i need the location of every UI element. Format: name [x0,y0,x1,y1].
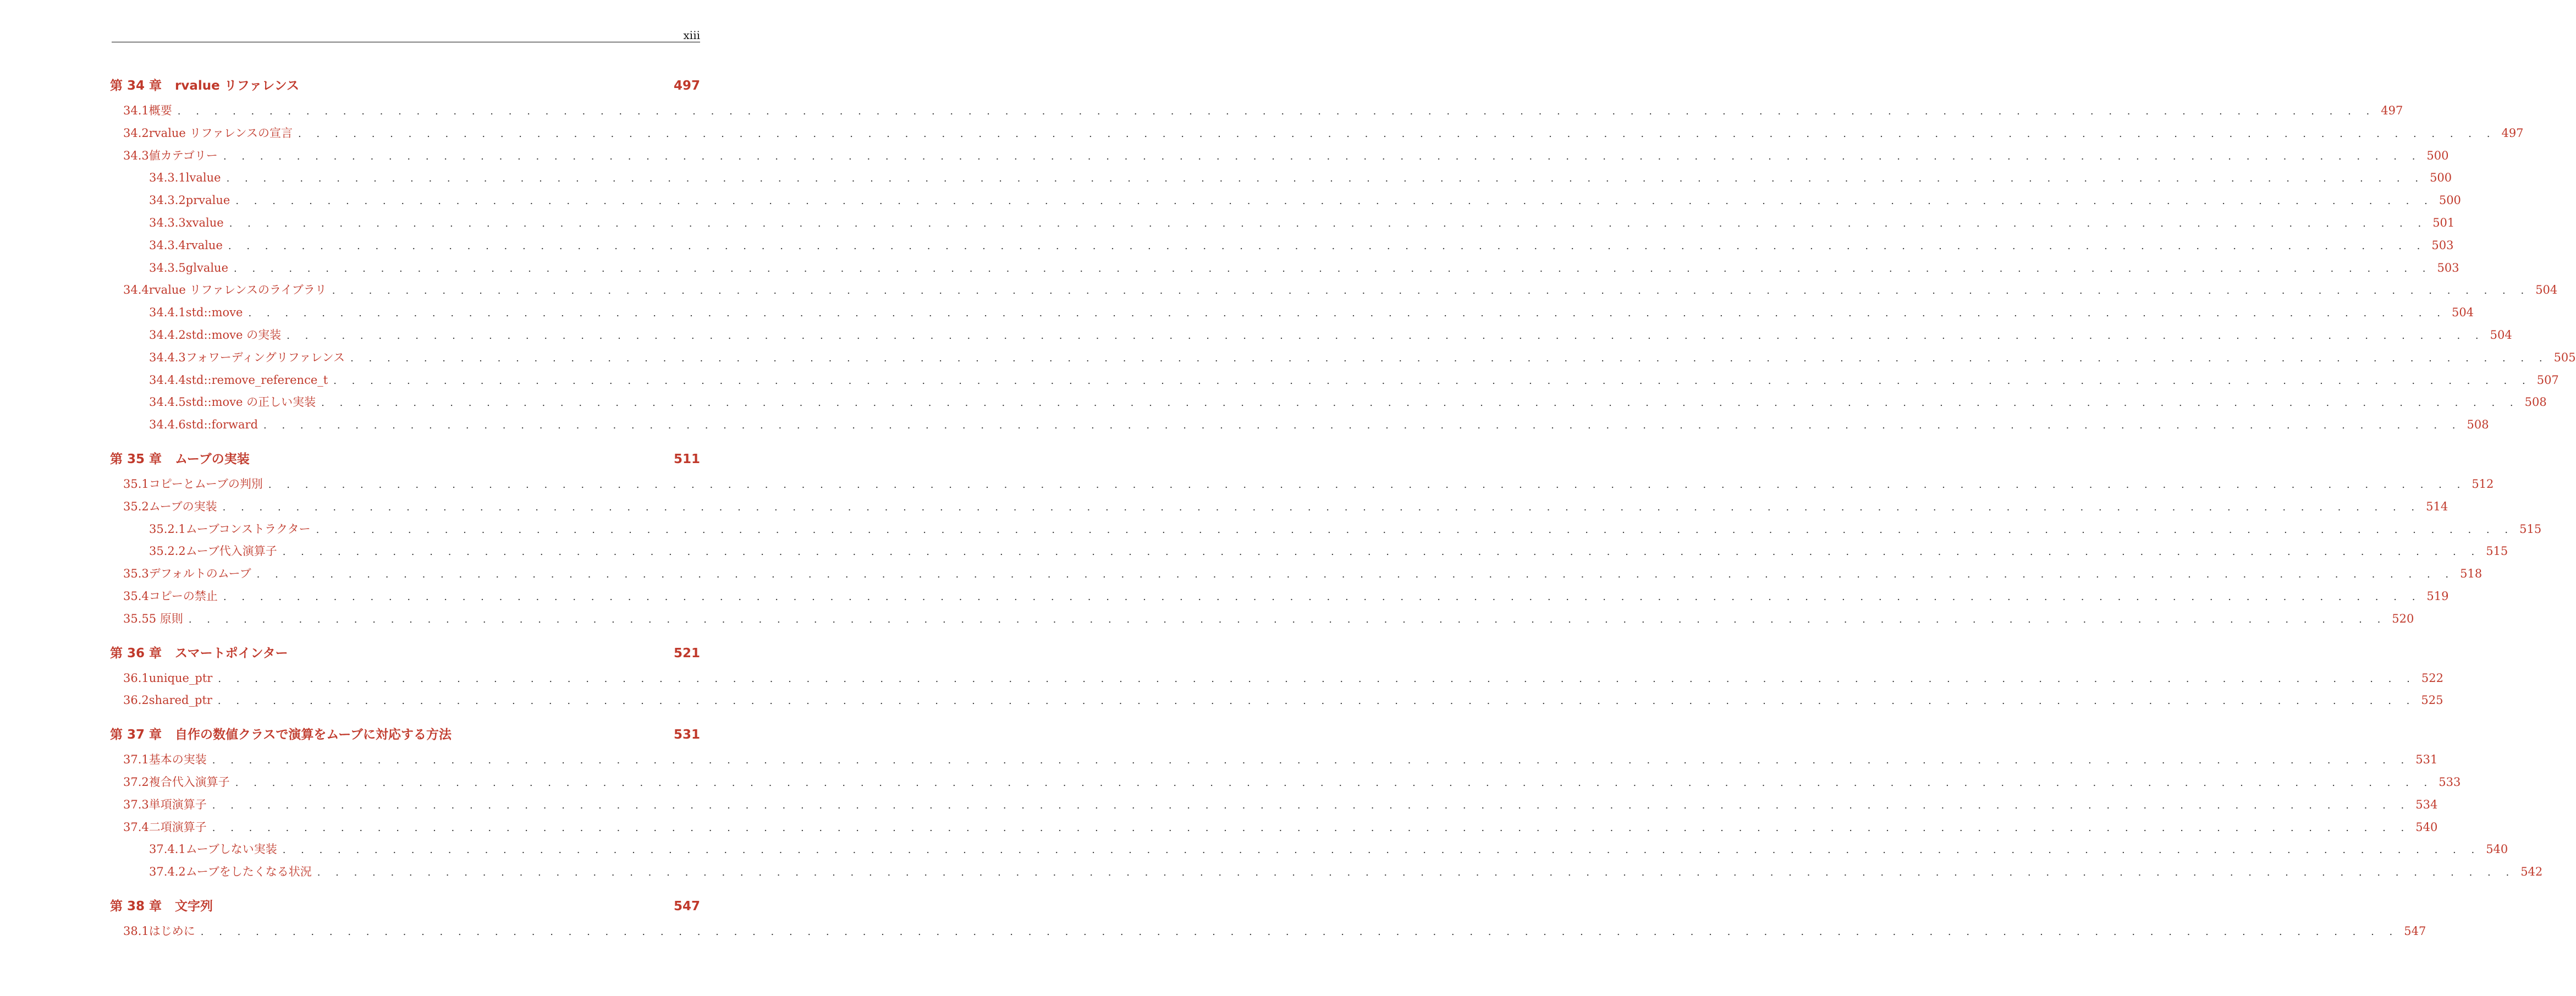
section-number: 35.1 [123,477,149,491]
dot-leader: . . . . . . . . . . . . . . . . . . . . . . . . . . . . . . . . . . . . . . . . . . . . . . . . . . . . . . . . . . . . . . . . . . . . . . . . . . . . . . . . . . . . . . . . . . . . . . . . . . . . . . . . . . . . . . . . . . . . . . . . [235,777,2434,789]
dot-leader: . . . . . . . . . . . . . . . . . . . . . . . . . . . . . . . . . . . . . . . . . . . . . . . . . . . . . . . . . . . . . . . . . . . . . . . . . . . . . . . . . . . . . . . . . . . . . . . . . . . . . . . . . . . . . . . . . . . . . . . . [256,569,2455,581]
chapter-title: rvalue リファレンス [175,79,300,93]
section-page: 540 [2415,820,2438,834]
section-number: 35.4 [123,589,149,603]
section-number: 35.3 [123,567,149,581]
section-title: デフォルトのムーブ [148,567,251,581]
section-title: std::forward [185,418,258,432]
section-title: shared_ptr [148,694,212,707]
section-page: 504 [2490,328,2512,342]
chapter-number: 第 37 章 [110,728,162,742]
toc-section[interactable] [110,608,2414,630]
section-page: 503 [2431,238,2454,252]
dot-leader: . . . . . . . . . . . . . . . . . . . . . . . . . . . . . . . . . . . . . . . . . . . . . . . . . . . . . . . . . . . . . . . . . . . . . . . . . . . . . . . . . . . . . . . . . . . . . . . . . . . . . . . . . . . . . . . . . . . . . . . . [268,478,2467,491]
section-number: 34.3.2 [149,194,186,207]
section-title: 複合代入演算子 [148,775,230,789]
section-title: 二項演算子 [148,820,207,834]
toc-subsection[interactable] [110,212,2455,234]
dot-leader: . . . . . . . . . . . . . . . . . . . . . . . . . . . . . . . . . . . . . . . . . . . . . . . . . . . . . . . . . . . . . . . . . . . . . . . . . . . . . . . . . . . . . . . . . . . . . . . . . . . . . . . . . . . . . . . . . . . . . . . . [226,173,2425,185]
dot-leader: . . . . . . . . . . . . . . . . . . . . . . . . . . . . . . . . . . . . . . . . . . . . . . . . . . . . . . . . . . . . . . . . . . . . . . . . . . . . . . . . . . . . . . . . . . . . . . . . . . . . . . . . . . . . . . . . . . . . . . . . [217,695,2416,707]
section-title: rvalue リファレンスのライブラリ [148,283,327,297]
toc-section[interactable] [110,496,2448,518]
dot-leader: . . . . . . . . . . . . . . . . . . . . . . . . . . . . . . . . . . . . . . . . . . . . . . . . . . . . . . . . . . . . . . . . . . . . . . . . . . . . . . . . . . . . . . . . . . . . . . . . . . . . . . . . . . . . . . . . . . . . . . . . [263,420,2462,432]
toc-section[interactable] [110,122,2524,145]
section-title: ムーブしない実装 [185,843,277,856]
section-number: 34.3.1 [149,171,186,185]
toc-section[interactable] [110,689,2443,712]
toc-subsection[interactable] [110,861,2543,883]
toc-section[interactable] [110,816,2438,839]
section-page: 518 [2460,567,2483,581]
section-page: 522 [2421,671,2443,685]
section-page: 504 [2451,306,2474,320]
section-number: 37.2 [123,775,149,789]
chapter-title: ムーブの実装 [175,452,250,466]
toc-chapter[interactable] [110,450,700,468]
toc-section[interactable] [110,473,2494,496]
section-page: 500 [2426,148,2449,162]
toc-subsection[interactable] [110,391,2547,414]
chapter-title: 文字列 [175,899,213,914]
dot-leader: . . . . . . . . . . . . . . . . . . . . . . . . . . . . . . . . . . . . . . . . . . . . . . . . . . . . . . . . . . . . . . . . . . . . . . . . . . . . . . . . . . . . . . . . . . . . . . . . . . . . . . . . . . . . . . . . . . . . . . . . [332,285,2530,297]
section-title: フォワーディングリファレンス [185,350,345,364]
section-page: 533 [2439,775,2461,789]
dot-leader: . . . . . . . . . . . . . . . . . . . . . . . . . . . . . . . . . . . . . . . . . . . . . . . . . . . . . . . . . . . . . . . . . . . . . . . . . . . . . . . . . . . . . . . . . . . . . . . . . . . . . . . . . . . . . . . . . . . . . . . . [248,307,2446,320]
section-page: 525 [2421,694,2443,707]
section-title: 基本の実装 [148,753,207,767]
section-number: 34.4.2 [149,328,186,342]
section-page: 507 [2536,373,2559,387]
section-page: 504 [2535,283,2558,297]
toc-chapter[interactable] [110,726,700,744]
dot-leader: . . . . . . . . . . . . . . . . . . . . . . . . . . . . . . . . . . . . . . . . . . . . . . . . . . . . . . . . . . . . . . . . . . . . . . . . . . . . . . . . . . . . . . . . . . . . . . . . . . . . . . . . . . . . . . . . . . . . . . . . [282,546,2481,558]
chapter-title: 自作の数値クラスで演算をムーブに対応する方法 [175,728,452,742]
dot-leader: . . . . . . . . . . . . . . . . . . . . . . . . . . . . . . . . . . . . . . . . . . . . . . . . . . . . . . . . . . . . . . . . . . . . . . . . . . . . . . . . . . . . . . . . . . . . . . . . . . . . . . . . . . . . . . . . . . . . . . . . [188,613,2387,625]
section-number: 34.4 [123,283,149,297]
section-page: 515 [2486,544,2508,558]
toc-section[interactable] [110,771,2461,794]
toc-section[interactable] [110,920,2426,943]
dot-leader: . . . . . . . . . . . . . . . . . . . . . . . . . . . . . . . . . . . . . . . . . . . . . . . . . . . . . . . . . . . . . . . . . . . . . . . . . . . . . . . . . . . . . . . . . . . . . . . . . . . . . . . . . . . . . . . . . . . . . . . . [350,352,2549,364]
section-title: prvalue [185,194,230,207]
dot-leader: . . . . . . . . . . . . . . . . . . . . . . . . . . . . . . . . . . . . . . . . . . . . . . . . . . . . . . . . . . . . . . . . . . . . . . . . . . . . . . . . . . . . . . . . . . . . . . . . . . . . . . . . . . . . . . . . . . . . . . . . [218,673,2416,685]
page-number: xiii [683,29,700,42]
section-page: 497 [2501,126,2524,140]
dot-leader: . . . . . . . . . . . . . . . . . . . . . . . . . . . . . . . . . . . . . . . . . . . . . . . . . . . . . . . . . . . . . . . . . . . . . . . . . . . . . . . . . . . . . . . . . . . . . . . . . . . . . . . . . . . . . . . . . . . . . . . . [223,150,2421,162]
section-number: 37.4 [123,820,149,834]
section-title: glvalue [185,261,229,274]
section-number: 37.3 [123,797,149,811]
section-page: 500 [2430,171,2452,185]
section-number: 34.1 [123,104,149,117]
toc-subsection[interactable] [110,257,2459,279]
section-number: 35.5 [123,612,149,625]
dot-leader: . . . . . . . . . . . . . . . . . . . . . . . . . . . . . . . . . . . . . . . . . . . . . . . . . . . . . . . . . . . . . . . . . . . . . . . . . . . . . . . . . . . . . . . . . . . . . . . . . . . . . . . . . . . . . . . . . . . . . . . . [212,755,2410,767]
section-title: コピーとムーブの判別 [148,477,263,491]
section-number: 34.2 [123,126,149,140]
section-title: std::remove_reference_t [185,373,328,387]
toc-section[interactable] [110,794,2438,816]
section-number: 34.3 [123,148,149,162]
section-page: 515 [2519,522,2542,536]
toc-section[interactable] [110,585,2449,608]
section-page: 501 [2432,216,2455,229]
toc-section[interactable] [110,145,2449,167]
chapter-number: 第 34 章 [110,79,162,93]
toc-section[interactable] [110,279,2558,301]
section-number: 35.2.2 [149,544,186,558]
dot-leader: . . . . . . . . . . . . . . . . . . . . . . . . . . . . . . . . . . . . . . . . . . . . . . . . . . . . . . . . . . . . . . . . . . . . . . . . . . . . . . . . . . . . . . . . . . . . . . . . . . . . . . . . . . . . . . . . . . . . . . . . [234,262,2432,274]
chapter-page: 521 [673,646,700,661]
section-page: 508 [2467,418,2489,432]
section-title: 値カテゴリー [148,148,218,162]
dot-leader: . . . . . . . . . . . . . . . . . . . . . . . . . . . . . . . . . . . . . . . . . . . . . . . . . . . . . . . . . . . . . . . . . . . . . . . . . . . . . . . . . . . . . . . . . . . . . . . . . . . . . . . . . . . . . . . . . . . . . . . . [177,106,2376,117]
dot-leader: . . . . . . . . . . . . . . . . . . . . . . . . . . . . . . . . . . . . . . . . . . . . . . . . . . . . . . . . . . . . . . . . . . . . . . . . . . . . . . . . . . . . . . . . . . . . . . . . . . . . . . . . . . . . . . . . . . . . . . . . [212,822,2410,834]
section-title: ムーブをしたくなる状況 [185,865,312,879]
section-title: rvalue [185,238,223,252]
section-page: 514 [2426,499,2448,513]
chapter-page: 547 [673,899,700,914]
dot-leader: . . . . . . . . . . . . . . . . . . . . . . . . . . . . . . . . . . . . . . . . . . . . . . . . . . . . . . . . . . . . . . . . . . . . . . . . . . . . . . . . . . . . . . . . . . . . . . . . . . . . . . . . . . . . . . . . . . . . . . . . [228,240,2426,252]
section-number: 34.3.5 [149,261,186,274]
section-page: 531 [2415,753,2438,767]
section-title: 5 原則 [148,612,183,625]
chapter-page: 497 [673,79,700,93]
section-page: 497 [2381,104,2403,117]
section-page: 508 [2524,395,2547,409]
section-page: 540 [2486,843,2508,856]
toc-subsection[interactable] [110,540,2508,563]
chapter-title: スマートポインター [175,646,288,661]
section-page: 542 [2520,865,2543,879]
toc-section[interactable] [110,100,2403,122]
section-page: 534 [2415,797,2438,811]
toc-subsection[interactable] [110,369,2559,392]
section-title: std::move の実装 [185,328,282,342]
section-title: xvalue [185,216,224,229]
section-title: unique_ptr [148,671,213,685]
section-page: 503 [2437,261,2459,274]
section-page: 500 [2439,194,2461,207]
dot-leader: . . . . . . . . . . . . . . . . . . . . . . . . . . . . . . . . . . . . . . . . . . . . . . . . . . . . . . . . . . . . . . . . . . . . . . . . . . . . . . . . . . . . . . . . . . . . . . . . . . . . . . . . . . . . . . . . . . . . . . . . [321,397,2519,409]
chapter-number: 第 35 章 [110,452,162,466]
section-number: 36.2 [123,694,149,707]
section-title: std::move [185,306,243,320]
toc-subsection[interactable] [110,414,2489,436]
section-number: 37.1 [123,753,149,767]
toc-section[interactable] [110,563,2483,585]
section-number: 38.1 [123,924,149,938]
toc-chapter[interactable] [110,77,700,95]
dot-leader: . . . . . . . . . . . . . . . . . . . . . . . . . . . . . . . . . . . . . . . . . . . . . . . . . . . . . . . . . . . . . . . . . . . . . . . . . . . . . . . . . . . . . . . . . . . . . . . . . . . . . . . . . . . . . . . . . . . . . . . . [235,195,2434,207]
dot-leader: . . . . . . . . . . . . . . . . . . . . . . . . . . . . . . . . . . . . . . . . . . . . . . . . . . . . . . . . . . . . . . . . . . . . . . . . . . . . . . . . . . . . . . . . . . . . . . . . . . . . . . . . . . . . . . . . . . . . . . . . [333,375,2531,387]
toc-section[interactable] [110,749,2438,771]
section-title: rvalue リファレンスの宣言 [148,126,293,140]
dot-leader: . . . . . . . . . . . . . . . . . . . . . . . . . . . . . . . . . . . . . . . . . . . . . . . . . . . . . . . . . . . . . . . . . . . . . . . . . . . . . . . . . . . . . . . . . . . . . . . . . . . . . . . . . . . . . . . . . . . . . . . . [298,128,2496,140]
section-page: 520 [2392,612,2414,625]
dot-leader: . . . . . . . . . . . . . . . . . . . . . . . . . . . . . . . . . . . . . . . . . . . . . . . . . . . . . . . . . . . . . . . . . . . . . . . . . . . . . . . . . . . . . . . . . . . . . . . . . . . . . . . . . . . . . . . . . . . . . . . . [229,217,2428,229]
section-title: lvalue [185,171,221,185]
toc-chapter[interactable] [110,645,700,662]
section-number: 34.4.4 [149,373,186,387]
dot-leader: . . . . . . . . . . . . . . . . . . . . . . . . . . . . . . . . . . . . . . . . . . . . . . . . . . . . . . . . . . . . . . . . . . . . . . . . . . . . . . . . . . . . . . . . . . . . . . . . . . . . . . . . . . . . . . . . . . . . . . . . [200,926,2399,938]
section-title: ムーブ代入演算子 [185,544,277,558]
toc-section[interactable] [110,667,2443,690]
section-page: 519 [2426,589,2449,603]
section-title: ムーブコンストラクター [185,522,311,536]
section-title: 概要 [148,104,172,117]
section-title: 単項演算子 [148,797,207,811]
section-number: 36.1 [123,671,149,685]
dot-leader: . . . . . . . . . . . . . . . . . . . . . . . . . . . . . . . . . . . . . . . . . . . . . . . . . . . . . . . . . . . . . . . . . . . . . . . . . . . . . . . . . . . . . . . . . . . . . . . . . . . . . . . . . . . . . . . . . . . . . . . . [222,501,2421,513]
section-number: 34.3.4 [149,238,186,252]
toc-subsection[interactable] [110,301,2474,324]
section-title: ムーブの実装 [148,499,217,513]
toc-subsection[interactable] [110,234,2454,257]
section-page: 505 [2553,350,2576,364]
toc-subsection[interactable] [110,324,2512,346]
toc-subsection[interactable] [110,189,2461,212]
section-title: std::move の正しい実装 [185,395,316,409]
section-number: 34.4.5 [149,395,186,409]
dot-leader: . . . . . . . . . . . . . . . . . . . . . . . . . . . . . . . . . . . . . . . . . . . . . . . . . . . . . . . . . . . . . . . . . . . . . . . . . . . . . . . . . . . . . . . . . . . . . . . . . . . . . . . . . . . . . . . . . . . . . . . . [316,524,2514,536]
section-number: 37.4.1 [149,843,186,856]
toc-subsection[interactable] [110,346,2576,369]
table-of-contents [110,77,2576,943]
section-number: 34.4.6 [149,418,186,432]
toc-subsection[interactable] [110,167,2452,189]
section-page: 547 [2404,924,2426,938]
chapter-number: 第 38 章 [110,899,162,914]
toc-chapter[interactable] [110,898,700,915]
section-title: コピーの禁止 [148,589,218,603]
section-number: 37.4.2 [149,865,186,879]
dot-leader: . . . . . . . . . . . . . . . . . . . . . . . . . . . . . . . . . . . . . . . . . . . . . . . . . . . . . . . . . . . . . . . . . . . . . . . . . . . . . . . . . . . . . . . . . . . . . . . . . . . . . . . . . . . . . . . . . . . . . . . . [282,844,2481,856]
section-number: 35.2.1 [149,522,186,536]
dot-leader: . . . . . . . . . . . . . . . . . . . . . . . . . . . . . . . . . . . . . . . . . . . . . . . . . . . . . . . . . . . . . . . . . . . . . . . . . . . . . . . . . . . . . . . . . . . . . . . . . . . . . . . . . . . . . . . . . . . . . . . . [287,329,2485,342]
dot-leader: . . . . . . . . . . . . . . . . . . . . . . . . . . . . . . . . . . . . . . . . . . . . . . . . . . . . . . . . . . . . . . . . . . . . . . . . . . . . . . . . . . . . . . . . . . . . . . . . . . . . . . . . . . . . . . . . . . . . . . . . [317,867,2516,879]
section-number: 34.3.3 [149,216,186,229]
section-number: 35.2 [123,499,149,513]
section-number: 34.4.1 [149,306,186,320]
dot-leader: . . . . . . . . . . . . . . . . . . . . . . . . . . . . . . . . . . . . . . . . . . . . . . . . . . . . . . . . . . . . . . . . . . . . . . . . . . . . . . . . . . . . . . . . . . . . . . . . . . . . . . . . . . . . . . . . . . . . . . . . [212,799,2410,811]
toc-subsection[interactable] [110,518,2542,541]
dot-leader: . . . . . . . . . . . . . . . . . . . . . . . . . . . . . . . . . . . . . . . . . . . . . . . . . . . . . . . . . . . . . . . . . . . . . . . . . . . . . . . . . . . . . . . . . . . . . . . . . . . . . . . . . . . . . . . . . . . . . . . . [223,591,2421,603]
chapter-number: 第 36 章 [110,646,162,661]
chapter-page: 511 [673,452,700,466]
section-number: 34.4.3 [149,350,186,364]
section-title: はじめに [148,924,195,938]
chapter-page: 531 [673,728,700,742]
section-page: 512 [2472,477,2494,491]
toc-subsection[interactable] [110,838,2508,861]
